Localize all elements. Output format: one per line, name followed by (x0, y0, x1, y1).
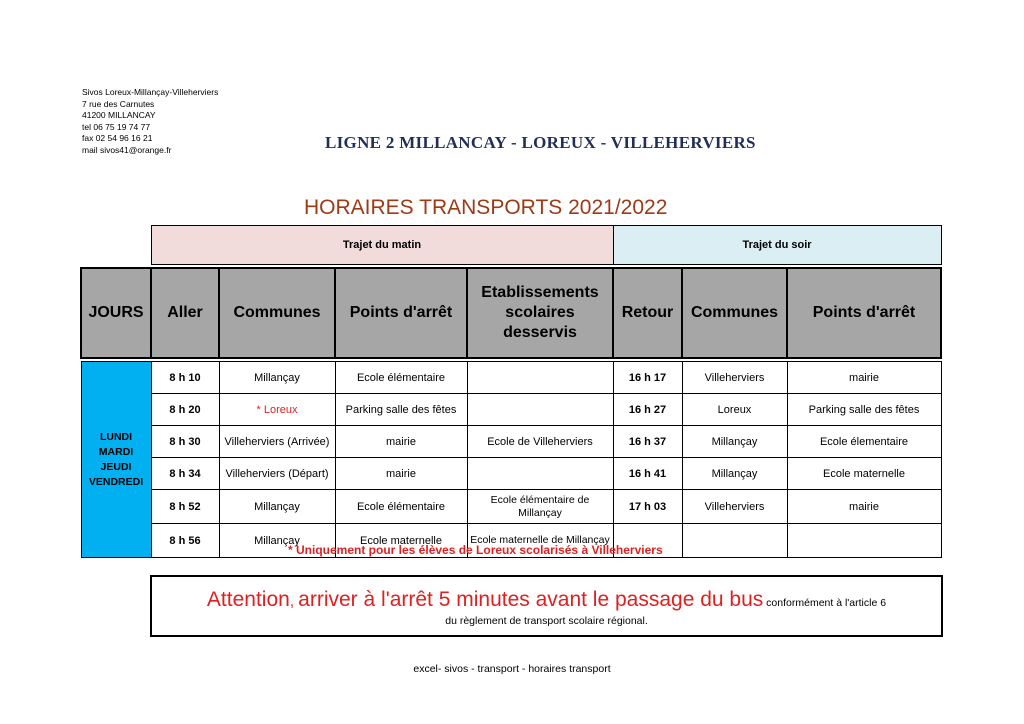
point-cell: Ecole élémentaire (335, 362, 467, 394)
point-cell: mairie (335, 458, 467, 490)
aller-time: 8 h 10 (151, 362, 219, 394)
commune-evening-cell: Millançay (682, 426, 787, 458)
table-row (81, 426, 941, 458)
commune-evening-cell (682, 524, 787, 558)
point-evening-cell: mairie (787, 362, 941, 394)
table-row (81, 394, 941, 426)
commune-cell: Villeherviers (Arrivée) (219, 426, 335, 458)
header-jours: JOURS (81, 268, 151, 358)
table-row (81, 458, 941, 490)
group-header-evening: Trajet du soir (613, 226, 941, 265)
group-header-morning: Trajet du matin (151, 226, 613, 265)
timetable (80, 225, 942, 558)
aller-time: 8 h 20 (151, 394, 219, 426)
etablissement-cell: Ecole élémentaire de Millançay (467, 490, 613, 524)
sender-tel: tel 06 75 19 74 77 (82, 121, 151, 132)
commune-cell: Millançay (219, 490, 335, 524)
notice-reference: conformément à l'article 6 (763, 597, 887, 609)
aller-time: 8 h 52 (151, 490, 219, 524)
retour-time: 16 h 27 (613, 394, 682, 426)
notice-comma: , (289, 593, 299, 610)
commune-cell: Villeherviers (Départ) (219, 458, 335, 490)
etablissement-cell: Ecole de Villeherviers (467, 426, 613, 458)
page-title: HORAIRES TRANSPORTS 2021/2022 (304, 196, 668, 219)
point-cell: mairie (335, 426, 467, 458)
etablissement-cell (467, 458, 613, 490)
sender-street: 7 rue des Carnutes (82, 98, 155, 109)
point-cell: Parking salle des fêtes (335, 394, 467, 426)
etablissement-cell: Ecole maternelle de Millançay (467, 524, 613, 558)
header-aller: Aller (151, 268, 219, 358)
point-cell: Ecole élémentaire (335, 490, 467, 524)
commune-evening-cell: Millançay (682, 458, 787, 490)
sender-name: Sivos Loreux-Millançay-Villeherviers (82, 87, 219, 97)
notice-attention: Attention (206, 588, 290, 611)
retour-time: 17 h 03 (613, 490, 682, 524)
header-etablissements: Etablissements scolaires desservis (467, 268, 613, 358)
etablissement-cell (467, 362, 613, 394)
commune-cell: * Loreux (219, 394, 335, 426)
point-evening-cell: mairie (787, 490, 941, 524)
footnote: * Uniquement pour les élèves de Loreux scolarisés à Villeherviers (288, 543, 663, 557)
page-footer: excel- sivos - transport - horaires transport (413, 663, 611, 675)
table-row (81, 490, 941, 524)
point-evening-cell: Ecole élementaire (787, 426, 941, 458)
point-evening-cell (787, 524, 941, 558)
aller-time: 8 h 34 (151, 458, 219, 490)
notice-reference-line2: du règlement de transport scolaire régional. (445, 615, 648, 627)
etablissement-cell (467, 394, 613, 426)
sender-fax: fax 02 54 96 16 21 (82, 133, 153, 143)
table-row (81, 362, 941, 394)
header-communes-evening: Communes (682, 268, 787, 358)
commune-cell: Millançay (219, 362, 335, 394)
retour-time: 16 h 17 (613, 362, 682, 394)
attention-notice (150, 575, 943, 637)
aller-time: 8 h 30 (151, 426, 219, 458)
commune-evening-cell: Loreux (682, 394, 787, 426)
point-cell: Ecole maternelle (335, 524, 467, 558)
commune-evening-cell: Villeherviers (682, 490, 787, 524)
days-cell: LUNDI MARDI JEUDI VENDREDI (81, 362, 151, 558)
notice-message: arriver à l'arrêt 5 minutes avant le passage du bus (298, 588, 764, 611)
header-points-evening: Points d'arrêt (787, 268, 941, 358)
commune-evening-cell: Villeherviers (682, 362, 787, 394)
aller-time: 8 h 56 (151, 524, 219, 558)
header-retour: Retour (613, 268, 682, 358)
retour-time: 16 h 37 (613, 426, 682, 458)
header-points-morning: Points d'arrêt (335, 268, 467, 358)
line-title: LIGNE 2 MILLANCAY - LOREUX - VILLEHERVIERS (325, 133, 756, 152)
retour-time: 16 h 41 (613, 458, 682, 490)
point-evening-cell: Ecole maternelle (787, 458, 941, 490)
point-evening-cell: Parking salle des fêtes (787, 394, 941, 426)
commune-cell: Millançay (219, 524, 335, 558)
header-communes-morning: Communes (219, 268, 335, 358)
sender-mail: mail sivos41@orange.fr (82, 144, 172, 155)
sender-city: 41200 MILLANCAY (82, 110, 156, 120)
sender-address-block (82, 87, 218, 156)
